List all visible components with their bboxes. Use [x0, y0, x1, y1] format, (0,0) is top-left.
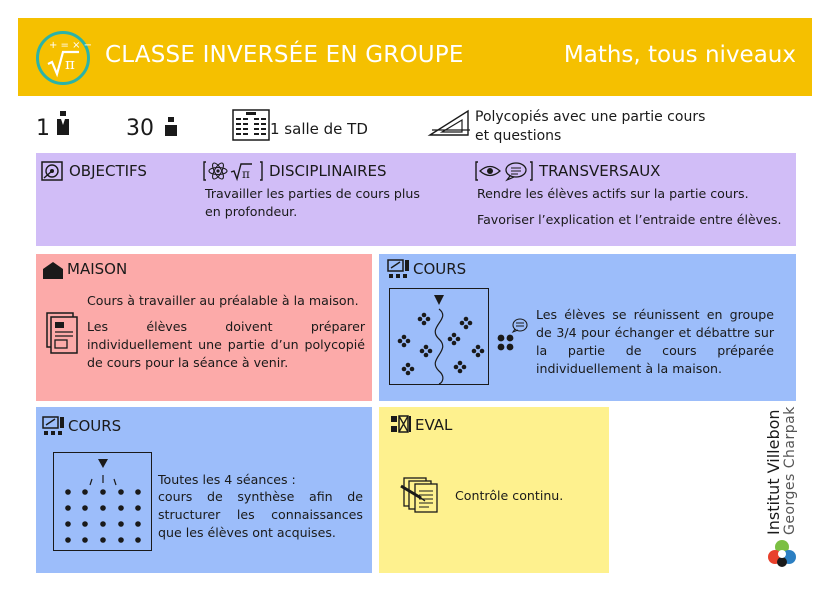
students-count: 30 [126, 116, 154, 141]
maison-text-2: Les élèves doivent préparer individuellement une partie d’un polycopié de cours pour la séance à venir. [87, 319, 365, 370]
atom-sqrt-pi-icon [204, 160, 264, 182]
cours-synthese-label: COURS [68, 417, 122, 435]
classroom-board-icon [42, 416, 66, 436]
cours-synthese-text-2: cours de synthèse afin de structurer les connaissances que les élèves ont acquises. [158, 489, 363, 540]
maison-card [36, 254, 372, 401]
svg-text:π: π [242, 167, 250, 181]
group-discussion-icon [495, 318, 531, 354]
brand-line-2: Georges Charpak [782, 406, 798, 535]
materials-line-1: Polycopiés avec une partie cours [475, 109, 706, 125]
page-subtitle: Maths, tous niveaux [563, 42, 796, 68]
objectifs-card [36, 153, 796, 246]
house-icon [42, 260, 64, 280]
teacher-icon [56, 111, 70, 137]
header-banner [18, 18, 812, 96]
institut-villebon-logo-icon [766, 538, 798, 570]
documents-icon [46, 312, 78, 354]
eval-text: Contrôle continu. [455, 488, 564, 503]
checklist-icon [390, 415, 412, 435]
sqrt-pi-logo-icon [36, 31, 93, 85]
cours-groupe-text: Les élèves se réunissent en groupe de 3/4 pour échanger et débattre sur la partie de cours préparée individuellement à la maison. [536, 307, 774, 376]
transversaux-text-2: Favoriser l’explication et l’entraide entre élèves. [477, 212, 782, 227]
group-work-diagram [389, 288, 489, 385]
brand-line-1: Institut Villebon [764, 409, 783, 535]
svg-text:π: π [65, 55, 75, 73]
maison-text-1: Cours à travailler au préalable à la maison. [87, 293, 359, 308]
svg-text:+ = × −: + = × − [49, 40, 93, 51]
classroom-board-icon [387, 259, 411, 279]
eval-card [379, 407, 609, 573]
room-label: 1 salle de TD [270, 120, 368, 138]
student-icon [164, 117, 178, 137]
eye-speech-icon [476, 160, 534, 182]
lecture-diagram [53, 452, 152, 551]
materials-line-2: et questions [475, 128, 562, 144]
transversaux-label: TRANSVERSAUX [539, 162, 661, 180]
page-title: CLASSE INVERSÉE EN GROUPE [105, 42, 464, 68]
set-square-ruler-icon [428, 108, 472, 138]
target-icon [41, 161, 63, 181]
graded-papers-icon [401, 476, 443, 514]
cours-groupe-card [379, 254, 796, 401]
disciplinaires-text-1: Travailler les parties de cours plus [205, 186, 420, 201]
teachers-count: 1 [36, 116, 50, 141]
transversaux-text-1: Rendre les élèves actifs sur la partie cours. [477, 186, 749, 201]
eval-label: EVAL [415, 416, 453, 434]
disciplinaires-label: DISCIPLINAIRES [269, 162, 387, 180]
maison-label: MAISON [67, 260, 128, 278]
cours-synthese-card [36, 407, 372, 573]
cours-groupe-label: COURS [413, 260, 467, 278]
brand-name [766, 406, 798, 535]
objectifs-label: OBJECTIFS [69, 162, 147, 180]
classroom-icon [232, 109, 270, 141]
cours-synthese-text-1: Toutes les 4 séances : [158, 472, 296, 487]
disciplinaires-text-2: en profondeur. [205, 204, 298, 219]
